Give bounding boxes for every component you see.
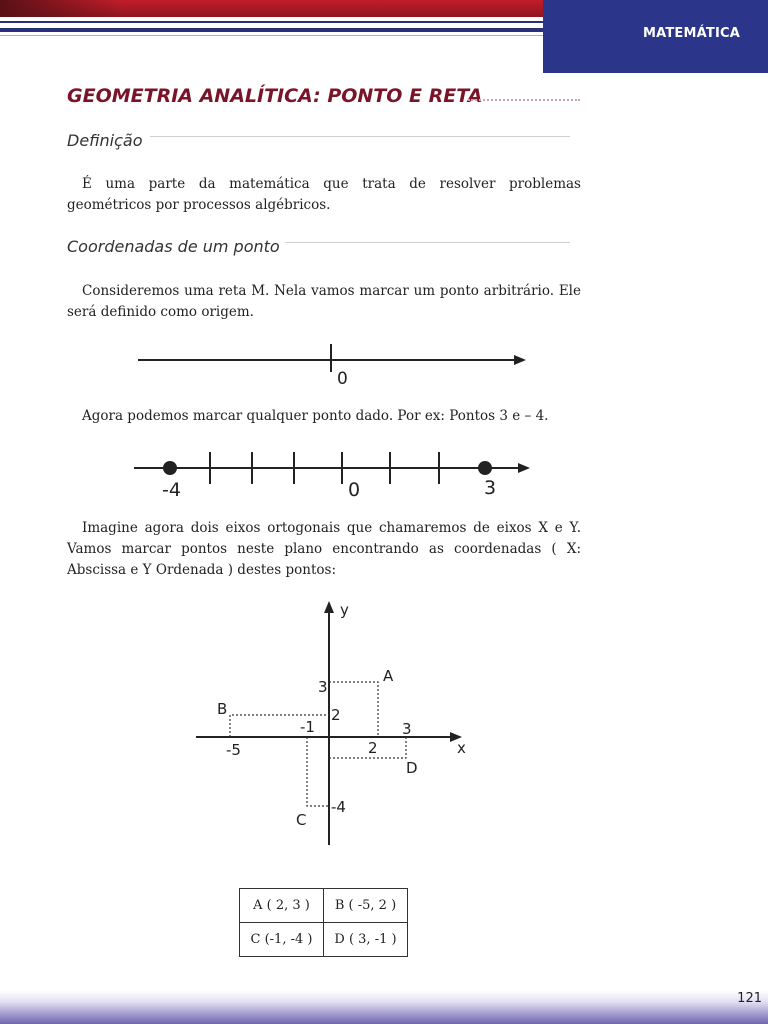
x-axis-label: x [457,739,466,757]
label-origin: 0 [348,479,361,501]
table-row [240,923,408,957]
section-heading-definicao: Definição [67,131,143,150]
tick-label-xm1: -1 [300,718,315,736]
table-cell: A ( 2, 3 ) [240,889,324,923]
tick-label-x2: 2 [368,739,378,757]
header-rule [0,21,543,23]
tick-label-ym4: -4 [331,798,346,816]
coordinates-table [239,888,408,957]
header-rule [0,28,543,32]
header-red-band [0,0,543,17]
table-cell: B ( -5, 2 ) [324,889,408,923]
point-label-a: A [383,667,394,685]
subject-tab [543,0,768,73]
point-label-c: C [296,811,307,829]
point-three [478,461,492,475]
title-dotted-leader [468,97,580,101]
paragraph-pontos [67,406,581,427]
page-number: 121 [737,991,762,1006]
origin-label: 0 [337,369,348,389]
tick-label-x3: 3 [402,720,412,738]
paragraph-text: Imagine agora dois eixos ortogonais que chamaremos de eixos X e Y. Vamos marcar pontos neste plano encontrando as coordenadas ( X: Abscissa e Y Ordenada ) destes pontos: [67,520,581,578]
paragraph-definicao [67,174,581,216]
heading-rule [150,136,570,137]
subject-label: MATEMÁTICA [642,26,740,41]
point-label-d: D [406,759,418,777]
page-title: GEOMETRIA ANALÍTICA: PONTO E RETA [67,85,483,107]
label-three: 3 [484,477,497,499]
paragraph-text: É uma parte da matemática que trata de resolver problemas geométricos por processos algébricos. [67,176,581,213]
table-row [240,889,408,923]
paragraph-eixos [67,518,581,581]
header-rule [0,35,543,36]
label-minus-four: -4 [162,479,181,501]
arrow-head [518,463,530,473]
heading-rule [285,242,570,243]
paragraph-origem [67,281,581,323]
cartesian-plane-figure [190,595,490,850]
paragraph-text: Agora podemos marcar qualquer ponto dado. Por ex: Pontos 3 e – 4. [82,408,549,424]
number-line-origin-figure [130,340,530,390]
y-axis-arrow [324,601,334,613]
arrow-head [514,355,526,365]
tick-label-y3: 3 [318,678,328,696]
guide-point-c [307,737,329,806]
tick-label-xm5: -5 [226,741,241,759]
tick-label-y2: 2 [331,706,341,724]
point-minus-four [163,461,177,475]
table-cell: D ( 3, -1 ) [324,923,408,957]
y-axis-label: y [340,601,349,619]
paragraph-text: Consideremos uma reta M. Nela vamos marcar um ponto arbitrário. Ele será definido como origem. [67,283,581,320]
point-label-b: B [217,700,228,718]
number-line-points-figure [128,446,538,502]
footer-band [0,990,768,1024]
section-heading-coordenadas: Coordenadas de um ponto [67,237,280,256]
axes [196,611,452,845]
table-cell: C (-1, -4 ) [240,923,324,957]
